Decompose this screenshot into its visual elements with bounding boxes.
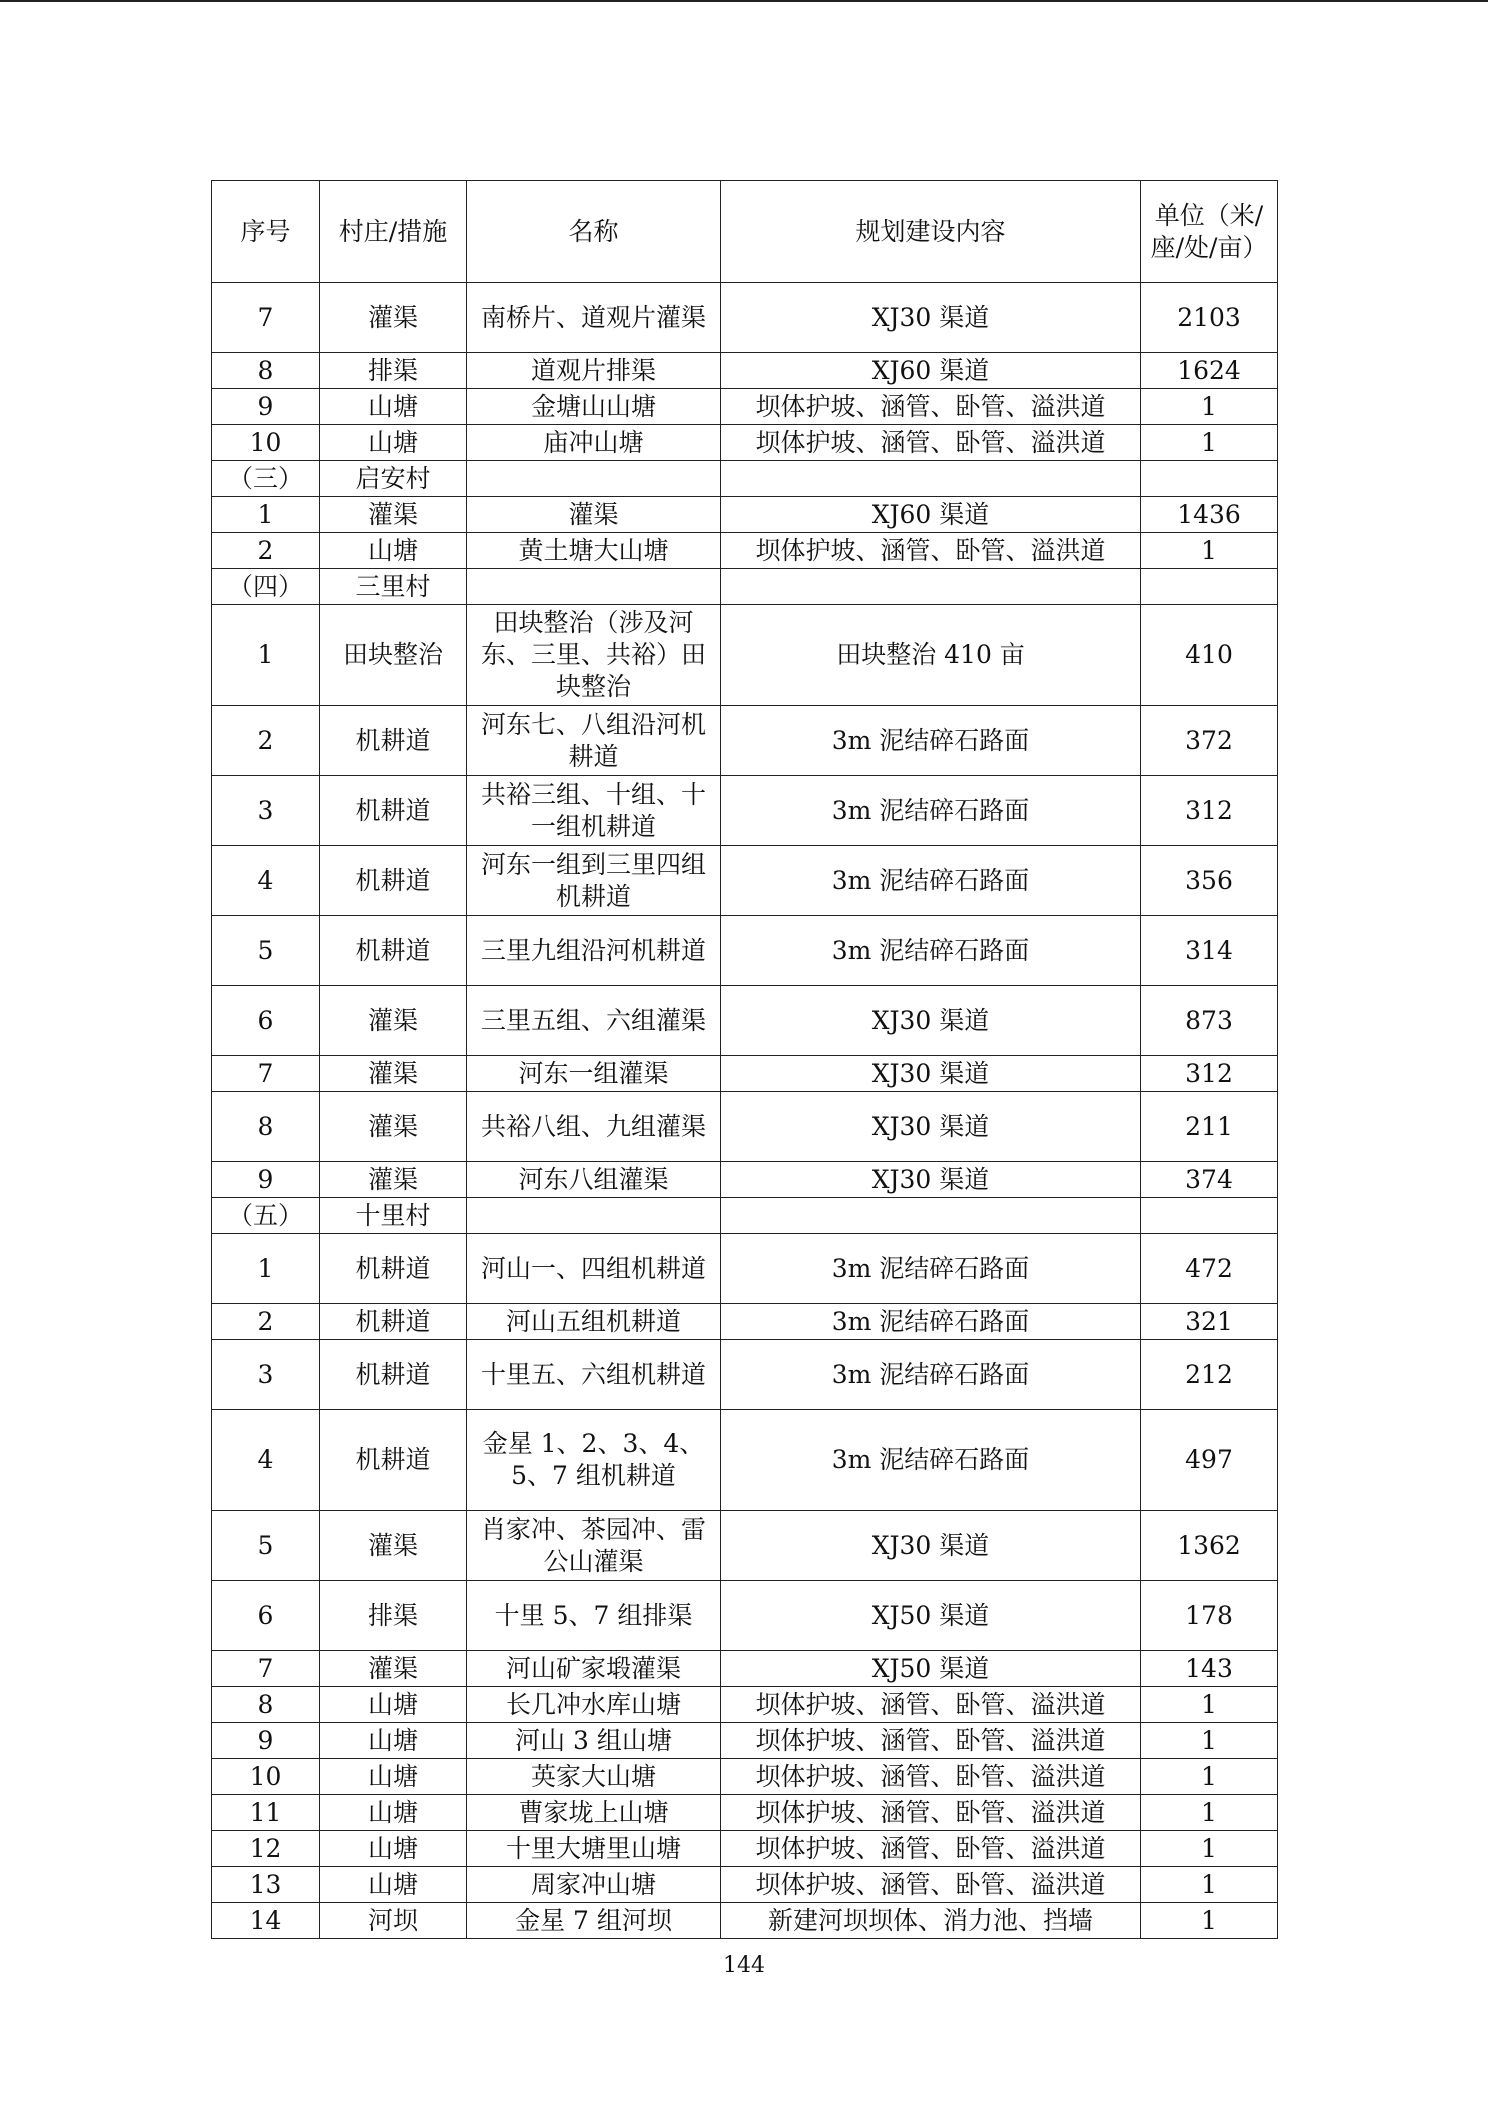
cell-content: 3m 泥结碎石路面 xyxy=(721,916,1141,986)
cell-village: 机耕道 xyxy=(320,776,467,846)
header-content: 规划建设内容 xyxy=(721,181,1141,283)
table-row xyxy=(212,776,1278,846)
cell-content: XJ30 渠道 xyxy=(721,1511,1141,1581)
cell-name: 河山矿家塅灌渠 xyxy=(467,1651,721,1687)
cell-seq: 1 xyxy=(212,497,320,533)
table-row xyxy=(212,1234,1278,1304)
page-number: 144 xyxy=(723,1953,765,1978)
cell-name xyxy=(467,569,721,605)
cell-value: 314 xyxy=(1141,916,1278,986)
header-village: 村庄/措施 xyxy=(320,181,467,283)
cell-seq: 8 xyxy=(212,1092,320,1162)
table-row xyxy=(212,1304,1278,1340)
cell-name: 金星 7 组河坝 xyxy=(467,1903,721,1939)
cell-name: 三里九组沿河机耕道 xyxy=(467,916,721,986)
cell-seq: 6 xyxy=(212,1581,320,1651)
table-row xyxy=(212,1056,1278,1092)
top-border-line xyxy=(0,0,1488,2)
cell-seq: 3 xyxy=(212,776,320,846)
cell-content: 坝体护坡、涵管、卧管、溢洪道 xyxy=(721,1795,1141,1831)
table-row xyxy=(212,1795,1278,1831)
cell-village: 山塘 xyxy=(320,1831,467,1867)
group-seq: （四） xyxy=(212,569,320,605)
table-row xyxy=(212,353,1278,389)
table-row xyxy=(212,1687,1278,1723)
cell-content: 3m 泥结碎石路面 xyxy=(721,1410,1141,1511)
cell-name xyxy=(467,461,721,497)
cell-village: 机耕道 xyxy=(320,846,467,916)
table-row xyxy=(212,986,1278,1056)
cell-village: 机耕道 xyxy=(320,1234,467,1304)
cell-content: 新建河坝坝体、消力池、挡墙 xyxy=(721,1903,1141,1939)
cell-value: 1 xyxy=(1141,425,1278,461)
cell-name: 曹家垅上山塘 xyxy=(467,1795,721,1831)
cell-value: 178 xyxy=(1141,1581,1278,1651)
cell-content: XJ30 渠道 xyxy=(721,283,1141,353)
cell-name: 河东一组灌渠 xyxy=(467,1056,721,1092)
cell-name: 河山一、四组机耕道 xyxy=(467,1234,721,1304)
cell-content: 田块整治 410 亩 xyxy=(721,605,1141,706)
cell-seq: 9 xyxy=(212,1723,320,1759)
header-seq: 序号 xyxy=(212,181,320,283)
cell-value: 472 xyxy=(1141,1234,1278,1304)
cell-value xyxy=(1141,569,1278,605)
cell-content: 坝体护坡、涵管、卧管、溢洪道 xyxy=(721,1723,1141,1759)
cell-village: 机耕道 xyxy=(320,1340,467,1410)
cell-village: 田块整治 xyxy=(320,605,467,706)
cell-village: 机耕道 xyxy=(320,706,467,776)
cell-village: 灌渠 xyxy=(320,1511,467,1581)
table-row xyxy=(212,1511,1278,1581)
table-header xyxy=(212,181,1278,283)
table-row xyxy=(212,1903,1278,1939)
header-name: 名称 xyxy=(467,181,721,283)
cell-name: 英家大山塘 xyxy=(467,1759,721,1795)
table-row xyxy=(212,1092,1278,1162)
cell-value: 1362 xyxy=(1141,1511,1278,1581)
cell-seq: 10 xyxy=(212,1759,320,1795)
cell-value: 356 xyxy=(1141,846,1278,916)
cell-value: 1 xyxy=(1141,1903,1278,1939)
cell-village: 山塘 xyxy=(320,533,467,569)
cell-name: 共裕三组、十组、十一组机耕道 xyxy=(467,776,721,846)
cell-name: 河东八组灌渠 xyxy=(467,1162,721,1198)
cell-name: 十里五、六组机耕道 xyxy=(467,1340,721,1410)
cell-name: 十里 5、7 组排渠 xyxy=(467,1581,721,1651)
cell-seq: 1 xyxy=(212,1234,320,1304)
cell-village: 河坝 xyxy=(320,1903,467,1939)
cell-name: 庙冲山塘 xyxy=(467,425,721,461)
table-row xyxy=(212,605,1278,706)
table-row xyxy=(212,389,1278,425)
cell-name: 肖家冲、茶园冲、雷公山灌渠 xyxy=(467,1511,721,1581)
table-row xyxy=(212,283,1278,353)
cell-village: 机耕道 xyxy=(320,1410,467,1511)
table-row xyxy=(212,1162,1278,1198)
table-row xyxy=(212,1651,1278,1687)
cell-value: 873 xyxy=(1141,986,1278,1056)
cell-name: 三里五组、六组灌渠 xyxy=(467,986,721,1056)
cell-value: 1 xyxy=(1141,389,1278,425)
cell-village: 山塘 xyxy=(320,1795,467,1831)
cell-seq: 11 xyxy=(212,1795,320,1831)
cell-village: 灌渠 xyxy=(320,283,467,353)
cell-village: 机耕道 xyxy=(320,1304,467,1340)
cell-village: 排渠 xyxy=(320,1581,467,1651)
table-row xyxy=(212,1759,1278,1795)
cell-value: 1624 xyxy=(1141,353,1278,389)
cell-content: 坝体护坡、涵管、卧管、溢洪道 xyxy=(721,1687,1141,1723)
cell-value: 143 xyxy=(1141,1651,1278,1687)
cell-content: 3m 泥结碎石路面 xyxy=(721,776,1141,846)
cell-value: 372 xyxy=(1141,706,1278,776)
cell-content: 坝体护坡、涵管、卧管、溢洪道 xyxy=(721,425,1141,461)
cell-content: 坝体护坡、涵管、卧管、溢洪道 xyxy=(721,1867,1141,1903)
cell-seq: 3 xyxy=(212,1340,320,1410)
cell-value: 2103 xyxy=(1141,283,1278,353)
cell-name: 金塘山山塘 xyxy=(467,389,721,425)
cell-village: 山塘 xyxy=(320,425,467,461)
cell-value: 211 xyxy=(1141,1092,1278,1162)
cell-content: XJ50 渠道 xyxy=(721,1581,1141,1651)
construction-plan-table xyxy=(211,180,1278,1939)
cell-content: 3m 泥结碎石路面 xyxy=(721,1340,1141,1410)
cell-value: 1 xyxy=(1141,1759,1278,1795)
group-row xyxy=(212,1198,1278,1234)
cell-value: 312 xyxy=(1141,1056,1278,1092)
cell-content: 坝体护坡、涵管、卧管、溢洪道 xyxy=(721,1831,1141,1867)
cell-name: 周家冲山塘 xyxy=(467,1867,721,1903)
cell-village: 山塘 xyxy=(320,1759,467,1795)
cell-seq: 8 xyxy=(212,353,320,389)
cell-seq: 8 xyxy=(212,1687,320,1723)
cell-content: 3m 泥结碎石路面 xyxy=(721,1304,1141,1340)
cell-village: 排渠 xyxy=(320,353,467,389)
cell-name: 南桥片、道观片灌渠 xyxy=(467,283,721,353)
cell-value: 410 xyxy=(1141,605,1278,706)
cell-name: 道观片排渠 xyxy=(467,353,721,389)
cell-village: 机耕道 xyxy=(320,916,467,986)
table-row xyxy=(212,1723,1278,1759)
cell-name: 河东七、八组沿河机耕道 xyxy=(467,706,721,776)
cell-seq: 9 xyxy=(212,1162,320,1198)
cell-content: 坝体护坡、涵管、卧管、溢洪道 xyxy=(721,533,1141,569)
cell-seq: 12 xyxy=(212,1831,320,1867)
cell-value: 1 xyxy=(1141,1795,1278,1831)
cell-village: 山塘 xyxy=(320,1723,467,1759)
cell-value: 1436 xyxy=(1141,497,1278,533)
cell-value: 212 xyxy=(1141,1340,1278,1410)
cell-value: 374 xyxy=(1141,1162,1278,1198)
cell-content: XJ60 渠道 xyxy=(721,497,1141,533)
cell-village: 山塘 xyxy=(320,1687,467,1723)
cell-name: 长几冲水库山塘 xyxy=(467,1687,721,1723)
cell-value: 1 xyxy=(1141,1831,1278,1867)
group-row xyxy=(212,461,1278,497)
cell-value: 1 xyxy=(1141,1687,1278,1723)
table-row xyxy=(212,497,1278,533)
cell-content: XJ60 渠道 xyxy=(721,353,1141,389)
table-row xyxy=(212,1410,1278,1511)
cell-value xyxy=(1141,461,1278,497)
cell-seq: 14 xyxy=(212,1903,320,1939)
cell-village: 灌渠 xyxy=(320,1162,467,1198)
table-row xyxy=(212,1340,1278,1410)
cell-content: 坝体护坡、涵管、卧管、溢洪道 xyxy=(721,1759,1141,1795)
table-row xyxy=(212,916,1278,986)
cell-seq: 9 xyxy=(212,389,320,425)
table-row xyxy=(212,1831,1278,1867)
cell-seq: 7 xyxy=(212,1056,320,1092)
table-body xyxy=(212,283,1278,1939)
cell-seq: 13 xyxy=(212,1867,320,1903)
group-seq: （五） xyxy=(212,1198,320,1234)
cell-content: XJ30 渠道 xyxy=(721,1092,1141,1162)
cell-value xyxy=(1141,1198,1278,1234)
cell-seq: 7 xyxy=(212,283,320,353)
cell-value: 1 xyxy=(1141,1867,1278,1903)
cell-value: 1 xyxy=(1141,1723,1278,1759)
cell-value: 312 xyxy=(1141,776,1278,846)
cell-seq: 7 xyxy=(212,1651,320,1687)
cell-seq: 2 xyxy=(212,533,320,569)
cell-name: 金星 1、2、3、4、5、7 组机耕道 xyxy=(467,1410,721,1511)
cell-name: 河山 3 组山塘 xyxy=(467,1723,721,1759)
cell-value: 1 xyxy=(1141,533,1278,569)
cell-seq: 2 xyxy=(212,706,320,776)
cell-content: XJ30 渠道 xyxy=(721,1056,1141,1092)
cell-content: 3m 泥结碎石路面 xyxy=(721,706,1141,776)
cell-seq: 6 xyxy=(212,986,320,1056)
cell-name: 田块整治（涉及河东、三里、共裕）田块整治 xyxy=(467,605,721,706)
cell-seq: 5 xyxy=(212,916,320,986)
cell-content xyxy=(721,569,1141,605)
cell-content: XJ30 渠道 xyxy=(721,986,1141,1056)
cell-village: 灌渠 xyxy=(320,1056,467,1092)
header-unit: 单位（米/座/处/亩） xyxy=(1141,181,1278,283)
table-row xyxy=(212,425,1278,461)
table-row xyxy=(212,706,1278,776)
cell-value: 497 xyxy=(1141,1410,1278,1511)
cell-village: 灌渠 xyxy=(320,1651,467,1687)
cell-seq: 2 xyxy=(212,1304,320,1340)
cell-name: 十里大塘里山塘 xyxy=(467,1831,721,1867)
cell-content: 坝体护坡、涵管、卧管、溢洪道 xyxy=(721,389,1141,425)
group-title: 三里村 xyxy=(320,569,467,605)
cell-seq: 5 xyxy=(212,1511,320,1581)
cell-village: 灌渠 xyxy=(320,1092,467,1162)
cell-name: 共裕八组、九组灌渠 xyxy=(467,1092,721,1162)
cell-content: 3m 泥结碎石路面 xyxy=(721,846,1141,916)
cell-content xyxy=(721,461,1141,497)
cell-name: 河东一组到三里四组机耕道 xyxy=(467,846,721,916)
cell-name: 河山五组机耕道 xyxy=(467,1304,721,1340)
cell-village: 灌渠 xyxy=(320,986,467,1056)
table-row xyxy=(212,1581,1278,1651)
cell-value: 321 xyxy=(1141,1304,1278,1340)
cell-village: 灌渠 xyxy=(320,497,467,533)
cell-content: XJ50 渠道 xyxy=(721,1651,1141,1687)
cell-seq: 4 xyxy=(212,1410,320,1511)
cell-content: XJ30 渠道 xyxy=(721,1162,1141,1198)
cell-content: 3m 泥结碎石路面 xyxy=(721,1234,1141,1304)
cell-seq: 10 xyxy=(212,425,320,461)
group-row xyxy=(212,569,1278,605)
table-row xyxy=(212,1867,1278,1903)
cell-seq: 1 xyxy=(212,605,320,706)
cell-village: 山塘 xyxy=(320,1867,467,1903)
cell-name: 黄土塘大山塘 xyxy=(467,533,721,569)
cell-village: 山塘 xyxy=(320,389,467,425)
cell-name: 灌渠 xyxy=(467,497,721,533)
cell-content xyxy=(721,1198,1141,1234)
table-row xyxy=(212,533,1278,569)
table-row xyxy=(212,846,1278,916)
group-seq: （三） xyxy=(212,461,320,497)
cell-name xyxy=(467,1198,721,1234)
group-title: 十里村 xyxy=(320,1198,467,1234)
group-title: 启安村 xyxy=(320,461,467,497)
cell-seq: 4 xyxy=(212,846,320,916)
